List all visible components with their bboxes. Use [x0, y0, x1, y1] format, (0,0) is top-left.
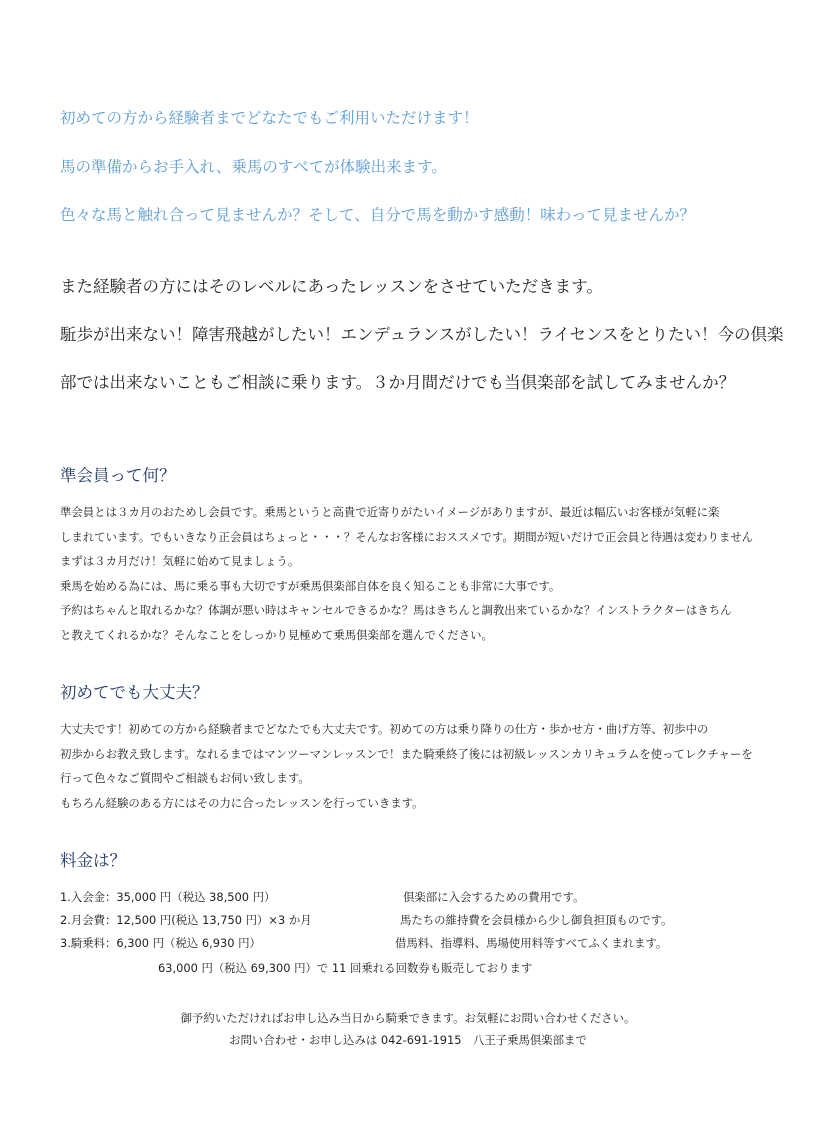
fee-item-label: 1.入会金：35,000 円（税込 38,500 円） [60, 890, 276, 904]
fee-item-note: 借馬料、指導料、馬場使用料等すべてふくまれます。 [395, 936, 668, 950]
section-body-beginner [60, 717, 760, 815]
lead-line-3: 部では出来ないこともご相談に乗ります。３か月間だけでも当倶楽部を試してみませんか？ [60, 373, 736, 392]
lead-line-1: また経験者の方にはそのレベルにあったレッスンをさせていただきます。 [60, 277, 603, 296]
fee-item-note: 馬たちの維持費を会員様から少し御負担頂ものです。 [400, 913, 673, 927]
body-line: 準会員とは３カ月のおためし会員です。乗馬というと高貴で近寄りがたいイメージがありますが、最近は幅広いお客様が気軽に楽 [60, 505, 720, 519]
body-line: しまれています。でもいきなり正会員はちょっと・・・？そんなお客様におススメです。期間が短いだけで正会員と待遇は変わりません [60, 529, 754, 544]
lead-line-2: 駈歩が出来ない！障害飛越がしたい！エンデュランスがしたい！ライセンスをとりたい！今の倶楽 [60, 325, 784, 344]
body-line: 行って色々なご質問やご相談もお伺い致します。 [60, 771, 310, 785]
footer-reservation-note: 御予約いただければお申し込み当日から騎乗できます。お気軽にお問い合わせください。 [180, 1011, 636, 1025]
fee-ticket-note: 63,000 円（税込 69,300 円）で 11 回乗れる回数券も販売しております [158, 961, 533, 975]
body-line: 大丈夫です！初めての方から経験者までどなたでも大丈夫です。初めての方は乗り降りの仕方・歩かせ方・曲げ方等、初歩中の [60, 722, 709, 736]
body-line: と教えてくれるかな？そんなことをしっかり見極めて乗馬倶楽部を選んでください。 [60, 627, 493, 642]
section-heading-beginner: 初めてでも大丈夫？ [60, 683, 209, 702]
body-line: 乗馬を始める為には、馬に乗る事も大切ですが乗馬倶楽部自体を良く知ることも非常に大事です。 [60, 578, 561, 593]
intro-line-1: 初めての方から経験者までどなたでもご利用いただけます！ [60, 109, 479, 127]
body-line: 初歩からお教え致します。なれるまではマンツーマンレッスンで！また騎乗終了後には初級レッスンカリキュラムを使ってレクチャーを [60, 746, 753, 761]
section-heading-fees: 料金は？ [60, 851, 126, 870]
fee-item-note: 倶楽部に入会するための費用です。 [403, 890, 585, 904]
intro-line-2: 馬の準備からお手入れ、乗馬のすべてが体験出来ます。 [60, 158, 447, 176]
body-line: もちろん経験のある方にはその力に合ったレッスンを行っていきます。 [60, 795, 424, 810]
body-line: 予約はちゃんと取れるかな？体調が悪い時はキャンセルできるかな？馬はきちんと調教出来ているかな？インストラクターはきちん [60, 603, 732, 617]
section-body-associate [60, 500, 760, 647]
section-heading-associate: 準会員って何？ [60, 466, 176, 485]
fee-item-label: 3.騎乗料：6,300 円（税込 6,930 円） [60, 936, 261, 950]
intro-line-3: 色々な馬と触れ合って見ませんか？そして、自分で馬を動かす感動！味わって見ませんか？ [60, 206, 696, 224]
fee-item-label: 2.月会費：12,500 円(税込 13,750 円）×3 か月 [60, 913, 312, 927]
footer-contact: お問い合わせ・お申し込みは 042-691-1915 八王子乗馬倶楽部まで [229, 1033, 587, 1047]
body-line: まずは３カ月だけ！気軽に始めて見ましょう。 [60, 554, 300, 568]
